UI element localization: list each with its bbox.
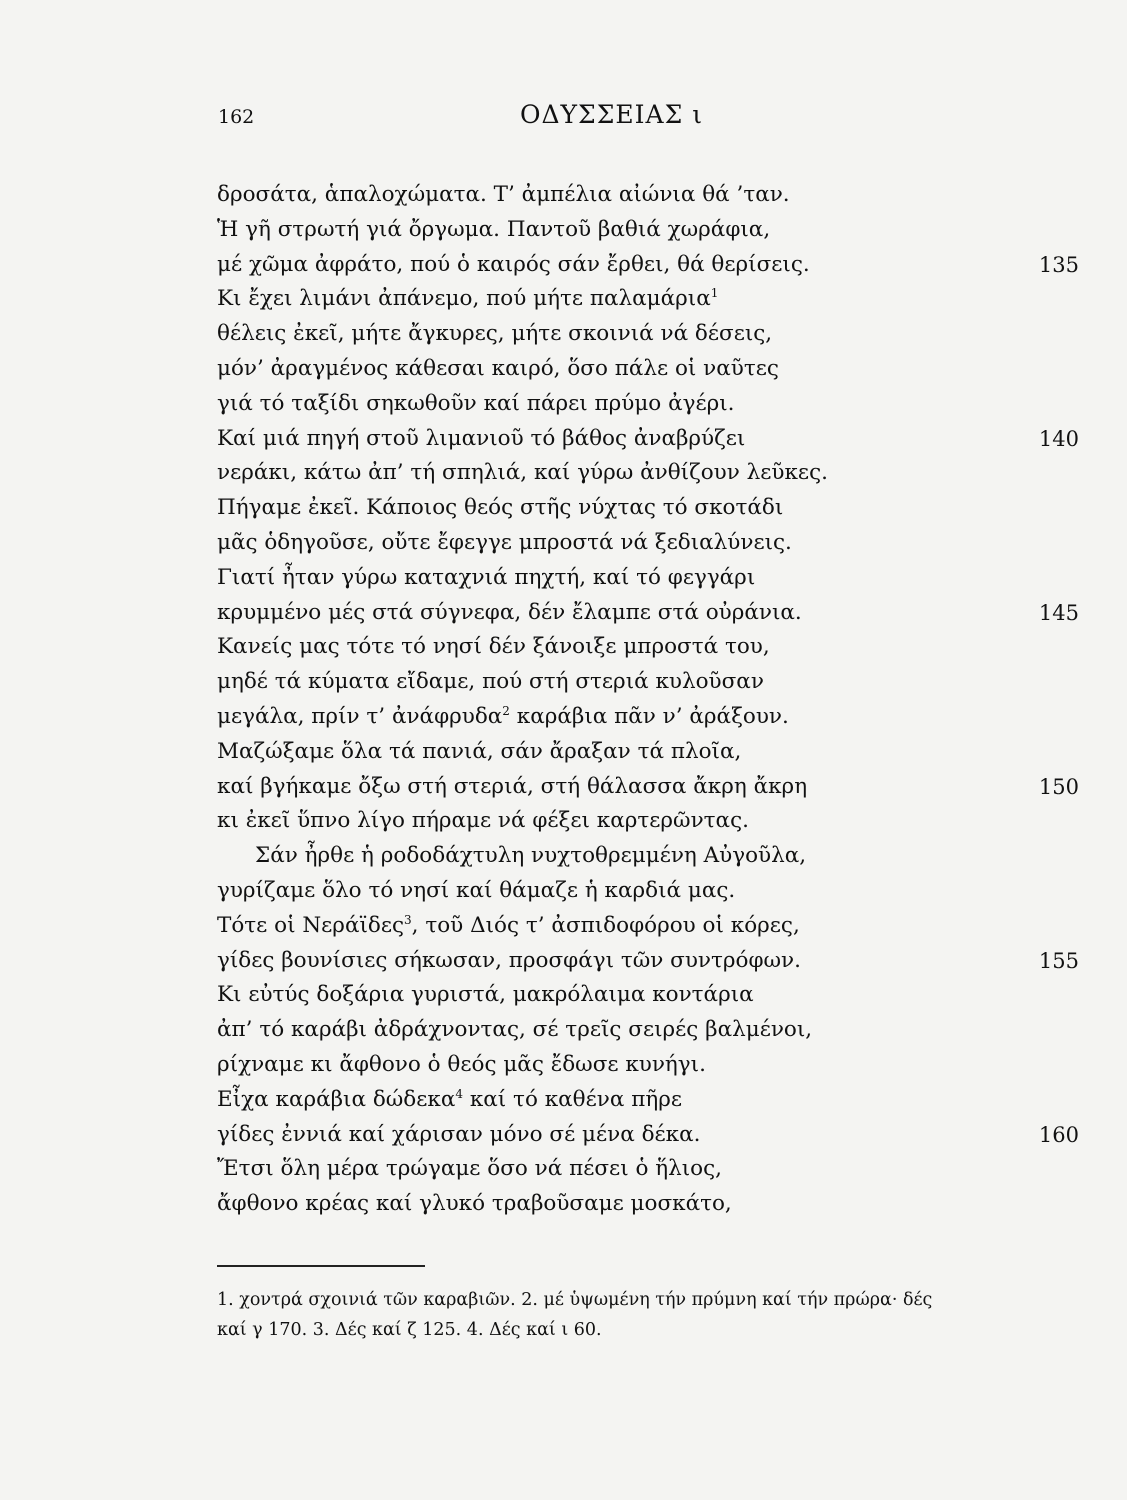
verse-line [217, 909, 1079, 944]
verse-text-main: Μαζώξαμε ὅλα τά πανιά, σάν ἄραξαν τά πλοῖα, [217, 738, 742, 764]
verse-text-main: μηδέ τά κύματα εἴδαμε, πού στή στεριά κυλοῦσαν [217, 669, 764, 695]
verse-text [217, 1017, 812, 1042]
verse-text-main: Κανείς μας τότε τό νησί δέν ξάνοιξε μπροστά του, [217, 634, 770, 660]
verse-text [217, 495, 783, 520]
verse-line [217, 178, 1079, 213]
line-number: 140 [1038, 426, 1079, 451]
verse-text [217, 1156, 722, 1181]
verse-line [217, 213, 1079, 248]
footnote-marker: 1 [710, 286, 719, 301]
verse-text-main: μεγάλα, πρίν τ’ ἀνάφρυδα [217, 703, 503, 729]
verse-text [217, 1052, 706, 1077]
verse-text-main: κρυμμένο μές στά σύγνεφα, δέν ἔλαμπε στά οὐράνια. [217, 599, 802, 625]
verse-text-main: μέ χῶμα ἀφράτο, πού ὁ καιρός σάν ἔρθει, θά θερίσεις. [217, 251, 810, 277]
verse-text [217, 913, 800, 938]
verse-line [217, 1048, 1079, 1083]
verse-text-main: γίδες ἐννιά καί χάρισαν μόνο σέ μένα δέκα. [217, 1121, 701, 1147]
verse-text [217, 391, 735, 416]
verse-text-main: καί βγήκαμε ὄξω στή στεριά, στή θάλασσα ἄκρη ἄκρη [217, 773, 808, 799]
verse-line [217, 282, 1079, 317]
verse-text-main: Πήγαμε ἐκεῖ. Κάποιος θεός στῆς νύχτας τό σκοτάδι [217, 495, 784, 521]
verse-text [217, 321, 772, 346]
line-number: 150 [1038, 774, 1079, 799]
verse-text-main: ἄφθονο κρέας καί γλυκό τραβοῦσαμε μοσκάτο, [217, 1191, 732, 1217]
verse-line [217, 770, 1079, 805]
verse-text [217, 982, 754, 1007]
verse-text [217, 634, 770, 659]
line-number: 135 [1038, 252, 1079, 277]
page-header [0, 100, 1127, 140]
verse-text-main: κι ἐκεῖ ὕπνο λίγο πήραμε νά φέξει καρτερῶντας. [217, 808, 749, 834]
verse-line [217, 1118, 1079, 1153]
verse-text-rest: καί τό καθένα πῆρε [463, 1086, 682, 1112]
verse-line [217, 317, 1079, 352]
footnote-line: 1. χοντρά σχοινιά τῶν καραβιῶν. 2. μέ ὑψωμένη τήν πρύμνη καί τήν πρώρα· δές [217, 1290, 933, 1310]
verse-line [217, 1152, 1079, 1187]
footnote-marker: 3 [404, 912, 412, 927]
verse-text [217, 739, 741, 764]
verse-text [217, 600, 802, 625]
verse-text [217, 286, 718, 311]
verse-text [217, 1191, 732, 1216]
verse-text [217, 182, 790, 207]
page-number: 162 [218, 106, 255, 128]
verse-line [217, 944, 1079, 979]
verse-line [217, 1083, 1079, 1118]
verse-line [217, 804, 1079, 839]
verse-line [217, 1187, 1079, 1222]
verse-line [217, 456, 1079, 491]
verse-line [217, 561, 1079, 596]
verse-text-main: δροσάτα, ἁπαλοχώματα. Τ’ ἀμπέλια αἰώνια θά ’ταν. [217, 182, 790, 207]
verse-line [217, 352, 1079, 387]
footnote-rule [217, 1265, 425, 1267]
verse-line [217, 526, 1079, 561]
verse-text-main: ἀπ’ τό καράβι ἀδράχνοντας, σέ τρεῖς σειρές βαλμένοι, [217, 1017, 813, 1043]
verse-text [217, 1122, 700, 1147]
verse-text-main: Εἶχα καράβια δώδεκα [217, 1086, 456, 1112]
verse-text-main: Τότε οἱ Νεράϊδες [217, 912, 405, 938]
verse-text [217, 565, 755, 590]
verse-text-main: Γιατί ἦταν γύρω καταχνιά πηχτή, καί τό φεγγάρι [217, 564, 756, 590]
verse-line [217, 596, 1079, 631]
verse-text-main: γιά τό ταξίδι σηκωθοῦν καί πάρει πρύμο ἀγέρι. [217, 390, 735, 416]
verse-text [217, 808, 749, 833]
line-number: 155 [1038, 948, 1079, 973]
verse-text [217, 878, 735, 903]
verse-text-main: μᾶς ὁδηγοῦσε, οὔτε ἔφεγγε μπροστά νά ξεδιαλύνεις. [217, 529, 792, 555]
verse-text [217, 426, 745, 451]
verse-line [217, 630, 1079, 665]
verse-text [217, 843, 806, 868]
line-number: 145 [1038, 600, 1079, 625]
verse-text [217, 460, 828, 485]
verse-text-main: Κι ἔχει λιμάνι ἀπάνεμο, πού μήτε παλαμάρια [217, 286, 711, 312]
verse-text-main: θέλεις ἐκεῖ, μήτε ἄγκυρες, μήτε σκοινιά νά δέσεις, [217, 321, 773, 347]
verse-text [217, 1087, 682, 1112]
footnotes [217, 1285, 1079, 1345]
verse-text-rest: , τοῦ Διός τ’ ἀσπιδοφόρου οἱ κόρες, [411, 912, 800, 938]
verse-text [217, 669, 764, 694]
verse-text-main: Καί μιά πηγή στοῦ λιμανιοῦ τό βάθος ἀναβρύζει [217, 425, 746, 451]
verse-line [217, 978, 1079, 1013]
line-number: 160 [1038, 1122, 1079, 1147]
verse-text-main: νεράκι, κάτω ἀπ’ τή σπηλιά, καί γύρω ἀνθίζουν λεῦκες. [217, 460, 828, 486]
footnote-marker: 2 [502, 703, 510, 718]
verse-text-main: Σάν ἦρθε ἡ ροδοδάχτυλη νυχτοθρεμμένη Αὐγοῦλα, [255, 843, 807, 869]
verse-text [217, 948, 801, 973]
verse-text [217, 252, 810, 277]
verse-text-main: γίδες βουνίσιες σήκωσαν, προσφάγι τῶν συντρόφων. [217, 947, 801, 973]
verse-text-main: γυρίζαμε ὅλο τό νησί καί θάμαζε ἡ καρδιά μας. [217, 877, 736, 903]
running-title: ΟΔΥΣΣΕΙΑΣ ι [520, 100, 704, 129]
verse-text [217, 530, 792, 555]
verse-text [217, 356, 779, 381]
verse-text-main: Ἡ γῆ στρωτή γιά ὄργωμα. Παντοῦ βαθιά χωράφια, [217, 216, 771, 242]
verse-line [217, 387, 1079, 422]
verse-line [217, 422, 1079, 457]
verse-block [217, 178, 1079, 1222]
verse-line [217, 735, 1079, 770]
verse-line [217, 665, 1079, 700]
verse-text-main: Κι εὐτύς δοξάρια γυριστά, μακρόλαιμα κοντάρια [217, 982, 754, 1008]
verse-text-main: ρίχναμε κι ἄφθονο ὁ θεός μᾶς ἔδωσε κυνήγι. [217, 1051, 706, 1077]
verse-text [217, 774, 807, 799]
verse-line [217, 248, 1079, 283]
footnote-line: καί γ 170. 3. Δές καί ζ 125. 4. Δές καί ι 60. [217, 1320, 602, 1340]
verse-line [217, 874, 1079, 909]
verse-text [217, 704, 789, 729]
footnote-marker: 4 [455, 1086, 463, 1101]
verse-line [217, 1013, 1079, 1048]
verse-line [217, 839, 1079, 874]
verse-text-main: Ἔτσι ὅλη μέρα τρώγαμε ὅσο νά πέσει ὁ ἥλιος, [217, 1156, 722, 1182]
verse-line [217, 491, 1079, 526]
verse-text-rest: καράβια πᾶν ν’ ἀράξουν. [509, 703, 789, 729]
verse-line [217, 700, 1079, 735]
verse-text [217, 217, 770, 242]
verse-text-main: μόν’ ἀραγμένος κάθεσαι καιρό, ὅσο πάλε οἱ ναῦτες [217, 355, 779, 381]
